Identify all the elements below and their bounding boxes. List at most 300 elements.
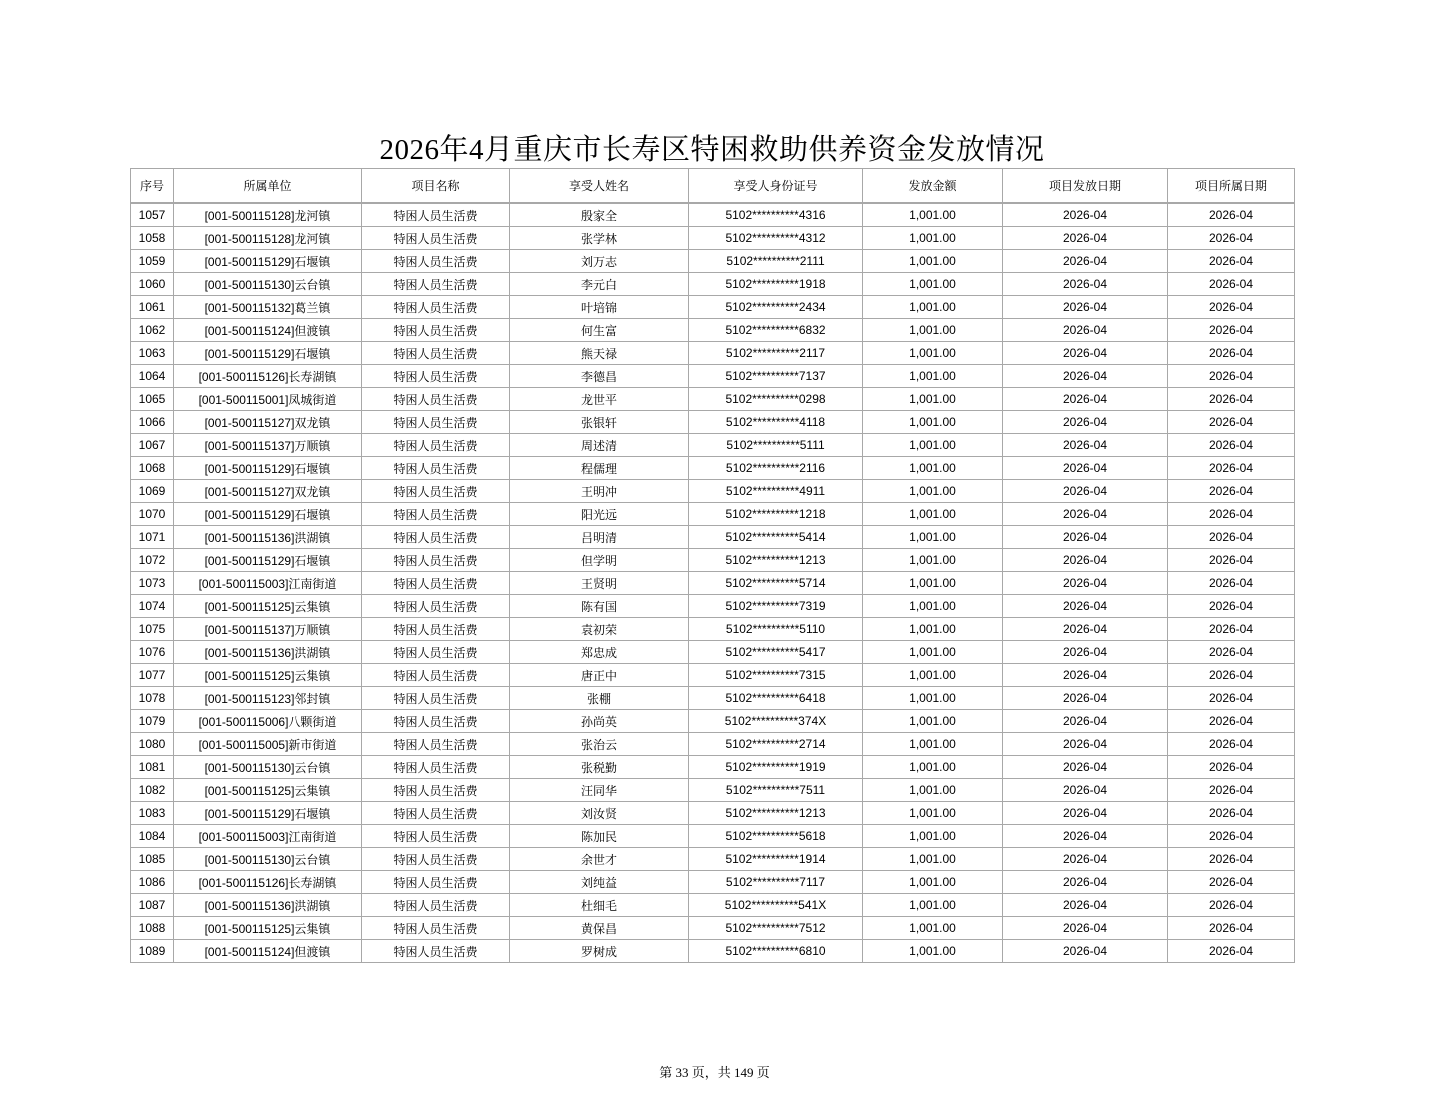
cell-col-id: 5102**********7315 (689, 664, 863, 687)
cell-col-period: 2026-04 (1168, 733, 1295, 756)
cell-col-unit: [001-500115130]云台镇 (174, 848, 362, 871)
table-row (131, 411, 1295, 434)
cell-col-id: 5102**********1213 (689, 802, 863, 825)
table-row (131, 825, 1295, 848)
cell-col-seq: 1064 (131, 365, 174, 388)
cell-col-name: 袁初荣 (510, 618, 689, 641)
cell-col-seq: 1063 (131, 342, 174, 365)
cell-col-id: 5102**********7512 (689, 917, 863, 940)
cell-col-unit: [001-500115128]龙河镇 (174, 203, 362, 227)
cell-col-period: 2026-04 (1168, 203, 1295, 227)
table-row (131, 319, 1295, 342)
cell-col-id: 5102**********1918 (689, 273, 863, 296)
cell-col-project: 特困人员生活费 (362, 526, 510, 549)
footer-prefix: 第 (659, 1065, 673, 1080)
cell-col-seq: 1076 (131, 641, 174, 664)
table-row (131, 526, 1295, 549)
page-footer (0, 1062, 1429, 1081)
cell-col-name: 程儒理 (510, 457, 689, 480)
cell-col-id: 5102**********0298 (689, 388, 863, 411)
table-row (131, 342, 1295, 365)
cell-col-id: 5102**********7511 (689, 779, 863, 802)
cell-col-issue-date: 2026-04 (1003, 894, 1168, 917)
cell-col-project: 特困人员生活费 (362, 549, 510, 572)
header-col-unit: 所属单位 (174, 169, 362, 204)
cell-col-id: 5102**********1218 (689, 503, 863, 526)
cell-col-project: 特困人员生活费 (362, 733, 510, 756)
cell-col-project: 特困人员生活费 (362, 572, 510, 595)
cell-col-id: 5102**********5414 (689, 526, 863, 549)
cell-col-project: 特困人员生活费 (362, 457, 510, 480)
footer-current-page: 33 (675, 1065, 689, 1080)
cell-col-id: 5102**********2117 (689, 342, 863, 365)
cell-col-seq: 1080 (131, 733, 174, 756)
cell-col-amount: 1,001.00 (863, 342, 1003, 365)
cell-col-id: 5102**********1213 (689, 549, 863, 572)
cell-col-period: 2026-04 (1168, 227, 1295, 250)
cell-col-id: 5102**********5618 (689, 825, 863, 848)
cell-col-name: 吕明清 (510, 526, 689, 549)
cell-col-seq: 1088 (131, 917, 174, 940)
cell-col-name: 叶培锦 (510, 296, 689, 319)
cell-col-issue-date: 2026-04 (1003, 595, 1168, 618)
cell-col-project: 特困人员生活费 (362, 664, 510, 687)
cell-col-unit: [001-500115124]但渡镇 (174, 940, 362, 963)
cell-col-amount: 1,001.00 (863, 411, 1003, 434)
table-row (131, 457, 1295, 480)
table-row (131, 273, 1295, 296)
cell-col-id: 5102**********2714 (689, 733, 863, 756)
cell-col-period: 2026-04 (1168, 779, 1295, 802)
cell-col-seq: 1083 (131, 802, 174, 825)
cell-col-project: 特困人员生活费 (362, 871, 510, 894)
cell-col-name: 郑忠成 (510, 641, 689, 664)
cell-col-unit: [001-500115127]双龙镇 (174, 480, 362, 503)
cell-col-name: 杜细毛 (510, 894, 689, 917)
cell-col-issue-date: 2026-04 (1003, 664, 1168, 687)
cell-col-amount: 1,001.00 (863, 756, 1003, 779)
page-title: 2026年4月重庆市长寿区特困救助供养资金发放情况 (379, 134, 1045, 166)
cell-col-name: 但学明 (510, 549, 689, 572)
cell-col-issue-date: 2026-04 (1003, 365, 1168, 388)
table-row (131, 618, 1295, 641)
cell-col-project: 特困人员生活费 (362, 687, 510, 710)
cell-col-name: 殷家全 (510, 203, 689, 227)
cell-col-seq: 1086 (131, 871, 174, 894)
cell-col-period: 2026-04 (1168, 687, 1295, 710)
table-header (131, 169, 1295, 204)
cell-col-amount: 1,001.00 (863, 480, 1003, 503)
cell-col-issue-date: 2026-04 (1003, 457, 1168, 480)
cell-col-amount: 1,001.00 (863, 319, 1003, 342)
cell-col-name: 张学林 (510, 227, 689, 250)
cell-col-project: 特困人员生活费 (362, 388, 510, 411)
cell-col-name: 余世才 (510, 848, 689, 871)
cell-col-id: 5102**********2111 (689, 250, 863, 273)
table-body (131, 203, 1295, 963)
footer-suffix: 页 (756, 1065, 770, 1080)
header-col-seq: 序号 (131, 169, 174, 204)
cell-col-unit: [001-500115005]新市街道 (174, 733, 362, 756)
cell-col-amount: 1,001.00 (863, 203, 1003, 227)
cell-col-period: 2026-04 (1168, 388, 1295, 411)
footer-middle: 页，共 (691, 1065, 731, 1080)
header-col-id: 享受人身份证号 (689, 169, 863, 204)
cell-col-period: 2026-04 (1168, 434, 1295, 457)
cell-col-name: 何生富 (510, 319, 689, 342)
cell-col-project: 特困人员生活费 (362, 342, 510, 365)
cell-col-unit: [001-500115123]邻封镇 (174, 687, 362, 710)
table-row (131, 503, 1295, 526)
cell-col-project: 特困人员生活费 (362, 802, 510, 825)
cell-col-issue-date: 2026-04 (1003, 434, 1168, 457)
cell-col-issue-date: 2026-04 (1003, 273, 1168, 296)
cell-col-name: 龙世平 (510, 388, 689, 411)
cell-col-amount: 1,001.00 (863, 549, 1003, 572)
cell-col-unit: [001-500115136]洪湖镇 (174, 641, 362, 664)
table-row (131, 296, 1295, 319)
cell-col-name: 唐正中 (510, 664, 689, 687)
table-row (131, 871, 1295, 894)
cell-col-amount: 1,001.00 (863, 664, 1003, 687)
cell-col-name: 罗树成 (510, 940, 689, 963)
cell-col-name: 孙尚英 (510, 710, 689, 733)
cell-col-project: 特困人员生活费 (362, 480, 510, 503)
cell-col-seq: 1065 (131, 388, 174, 411)
cell-col-amount: 1,001.00 (863, 917, 1003, 940)
cell-col-period: 2026-04 (1168, 480, 1295, 503)
cell-col-amount: 1,001.00 (863, 457, 1003, 480)
cell-col-project: 特困人员生活费 (362, 756, 510, 779)
cell-col-unit: [001-500115137]万顺镇 (174, 434, 362, 457)
cell-col-seq: 1084 (131, 825, 174, 848)
table-row (131, 365, 1295, 388)
cell-col-period: 2026-04 (1168, 871, 1295, 894)
cell-col-name: 熊天禄 (510, 342, 689, 365)
cell-col-issue-date: 2026-04 (1003, 526, 1168, 549)
cell-col-issue-date: 2026-04 (1003, 802, 1168, 825)
table-row (131, 894, 1295, 917)
cell-col-issue-date: 2026-04 (1003, 618, 1168, 641)
cell-col-seq: 1059 (131, 250, 174, 273)
cell-col-amount: 1,001.00 (863, 227, 1003, 250)
cell-col-seq: 1068 (131, 457, 174, 480)
header-col-period: 项目所属日期 (1168, 169, 1295, 204)
disbursement-table (130, 168, 1295, 963)
cell-col-unit: [001-500115127]双龙镇 (174, 411, 362, 434)
cell-col-name: 汪同华 (510, 779, 689, 802)
cell-col-issue-date: 2026-04 (1003, 203, 1168, 227)
cell-col-amount: 1,001.00 (863, 802, 1003, 825)
cell-col-name: 陈有国 (510, 595, 689, 618)
cell-col-project: 特困人员生活费 (362, 595, 510, 618)
cell-col-period: 2026-04 (1168, 917, 1295, 940)
header-col-issue-date: 项目发放日期 (1003, 169, 1168, 204)
cell-col-issue-date: 2026-04 (1003, 917, 1168, 940)
table-row (131, 779, 1295, 802)
table-row (131, 664, 1295, 687)
table-row (131, 848, 1295, 871)
cell-col-project: 特困人员生活费 (362, 273, 510, 296)
cell-col-amount: 1,001.00 (863, 779, 1003, 802)
cell-col-seq: 1087 (131, 894, 174, 917)
cell-col-period: 2026-04 (1168, 756, 1295, 779)
cell-col-period: 2026-04 (1168, 641, 1295, 664)
cell-col-issue-date: 2026-04 (1003, 342, 1168, 365)
cell-col-seq: 1067 (131, 434, 174, 457)
cell-col-unit: [001-500115125]云集镇 (174, 779, 362, 802)
cell-col-project: 特困人员生活费 (362, 710, 510, 733)
cell-col-unit: [001-500115129]石堰镇 (174, 503, 362, 526)
cell-col-project: 特困人员生活费 (362, 894, 510, 917)
cell-col-project: 特困人员生活费 (362, 641, 510, 664)
header-col-name: 享受人姓名 (510, 169, 689, 204)
table-row (131, 641, 1295, 664)
cell-col-seq: 1074 (131, 595, 174, 618)
cell-col-unit: [001-500115126]长寿湖镇 (174, 365, 362, 388)
table-row (131, 572, 1295, 595)
cell-col-unit: [001-500115125]云集镇 (174, 917, 362, 940)
cell-col-period: 2026-04 (1168, 273, 1295, 296)
cell-col-amount: 1,001.00 (863, 940, 1003, 963)
cell-col-unit: [001-500115003]江南街道 (174, 825, 362, 848)
cell-col-amount: 1,001.00 (863, 503, 1003, 526)
header-col-project: 项目名称 (362, 169, 510, 204)
cell-col-period: 2026-04 (1168, 411, 1295, 434)
cell-col-amount: 1,001.00 (863, 618, 1003, 641)
cell-col-issue-date: 2026-04 (1003, 779, 1168, 802)
cell-col-issue-date: 2026-04 (1003, 756, 1168, 779)
cell-col-seq: 1077 (131, 664, 174, 687)
cell-col-period: 2026-04 (1168, 296, 1295, 319)
cell-col-name: 王贤明 (510, 572, 689, 595)
cell-col-unit: [001-500115129]石堰镇 (174, 802, 362, 825)
cell-col-seq: 1079 (131, 710, 174, 733)
cell-col-period: 2026-04 (1168, 549, 1295, 572)
cell-col-name: 张税勤 (510, 756, 689, 779)
cell-col-issue-date: 2026-04 (1003, 940, 1168, 963)
header-col-amount: 发放金额 (863, 169, 1003, 204)
cell-col-seq: 1089 (131, 940, 174, 963)
cell-col-unit: [001-500115006]八颗街道 (174, 710, 362, 733)
cell-col-unit: [001-500115124]但渡镇 (174, 319, 362, 342)
cell-col-amount: 1,001.00 (863, 871, 1003, 894)
cell-col-issue-date: 2026-04 (1003, 641, 1168, 664)
cell-col-id: 5102**********374X (689, 710, 863, 733)
cell-col-id: 5102**********4911 (689, 480, 863, 503)
cell-col-id: 5102**********2434 (689, 296, 863, 319)
cell-col-amount: 1,001.00 (863, 894, 1003, 917)
cell-col-seq: 1071 (131, 526, 174, 549)
cell-col-id: 5102**********6418 (689, 687, 863, 710)
cell-col-unit: [001-500115136]洪湖镇 (174, 526, 362, 549)
cell-col-seq: 1058 (131, 227, 174, 250)
cell-col-unit: [001-500115128]龙河镇 (174, 227, 362, 250)
cell-col-seq: 1072 (131, 549, 174, 572)
cell-col-unit: [001-500115126]长寿湖镇 (174, 871, 362, 894)
cell-col-seq: 1070 (131, 503, 174, 526)
cell-col-unit: [001-500115129]石堰镇 (174, 342, 362, 365)
table-row (131, 940, 1295, 963)
cell-col-project: 特困人员生活费 (362, 779, 510, 802)
cell-col-period: 2026-04 (1168, 618, 1295, 641)
cell-col-id: 5102**********6810 (689, 940, 863, 963)
cell-col-unit: [001-500115132]葛兰镇 (174, 296, 362, 319)
cell-col-name: 张银轩 (510, 411, 689, 434)
table-row (131, 710, 1295, 733)
cell-col-issue-date: 2026-04 (1003, 687, 1168, 710)
cell-col-project: 特困人员生活费 (362, 203, 510, 227)
cell-col-issue-date: 2026-04 (1003, 710, 1168, 733)
cell-col-amount: 1,001.00 (863, 273, 1003, 296)
cell-col-project: 特困人员生活费 (362, 848, 510, 871)
cell-col-id: 5102**********4316 (689, 203, 863, 227)
cell-col-issue-date: 2026-04 (1003, 411, 1168, 434)
cell-col-unit: [001-500115130]云台镇 (174, 273, 362, 296)
cell-col-unit: [001-500115125]云集镇 (174, 664, 362, 687)
cell-col-name: 刘纯益 (510, 871, 689, 894)
cell-col-issue-date: 2026-04 (1003, 227, 1168, 250)
cell-col-seq: 1085 (131, 848, 174, 871)
cell-col-id: 5102**********7117 (689, 871, 863, 894)
table-row (131, 733, 1295, 756)
cell-col-unit: [001-500115136]洪湖镇 (174, 894, 362, 917)
table-row (131, 756, 1295, 779)
cell-col-amount: 1,001.00 (863, 595, 1003, 618)
cell-col-issue-date: 2026-04 (1003, 733, 1168, 756)
cell-col-project: 特困人员生活费 (362, 250, 510, 273)
table-row (131, 549, 1295, 572)
cell-col-period: 2026-04 (1168, 802, 1295, 825)
cell-col-period: 2026-04 (1168, 940, 1295, 963)
cell-col-id: 5102**********5714 (689, 572, 863, 595)
table-row (131, 802, 1295, 825)
cell-col-period: 2026-04 (1168, 250, 1295, 273)
cell-col-id: 5102**********5417 (689, 641, 863, 664)
cell-col-period: 2026-04 (1168, 365, 1295, 388)
cell-col-project: 特困人员生活费 (362, 296, 510, 319)
cell-col-seq: 1066 (131, 411, 174, 434)
cell-col-name: 黄保昌 (510, 917, 689, 940)
cell-col-issue-date: 2026-04 (1003, 319, 1168, 342)
cell-col-name: 阳光远 (510, 503, 689, 526)
table-row (131, 595, 1295, 618)
cell-col-issue-date: 2026-04 (1003, 480, 1168, 503)
cell-col-seq: 1073 (131, 572, 174, 595)
cell-col-issue-date: 2026-04 (1003, 825, 1168, 848)
table-row (131, 480, 1295, 503)
cell-col-name: 周述清 (510, 434, 689, 457)
cell-col-unit: [001-500115125]云集镇 (174, 595, 362, 618)
cell-col-id: 5102**********7137 (689, 365, 863, 388)
cell-col-period: 2026-04 (1168, 664, 1295, 687)
cell-col-seq: 1082 (131, 779, 174, 802)
cell-col-period: 2026-04 (1168, 457, 1295, 480)
cell-col-issue-date: 2026-04 (1003, 848, 1168, 871)
cell-col-amount: 1,001.00 (863, 365, 1003, 388)
cell-col-id: 5102**********6832 (689, 319, 863, 342)
cell-col-issue-date: 2026-04 (1003, 250, 1168, 273)
cell-col-issue-date: 2026-04 (1003, 296, 1168, 319)
cell-col-name: 王明冲 (510, 480, 689, 503)
cell-col-name: 李德昌 (510, 365, 689, 388)
cell-col-period: 2026-04 (1168, 503, 1295, 526)
cell-col-project: 特困人员生活费 (362, 411, 510, 434)
cell-col-project: 特困人员生活费 (362, 940, 510, 963)
cell-col-unit: [001-500115129]石堰镇 (174, 250, 362, 273)
cell-col-amount: 1,001.00 (863, 250, 1003, 273)
table-row (131, 250, 1295, 273)
cell-col-unit: [001-500115003]江南街道 (174, 572, 362, 595)
cell-col-project: 特困人员生活费 (362, 503, 510, 526)
cell-col-id: 5102**********541X (689, 894, 863, 917)
cell-col-seq: 1069 (131, 480, 174, 503)
table-row (131, 388, 1295, 411)
table-row (131, 917, 1295, 940)
cell-col-name: 刘汝贤 (510, 802, 689, 825)
cell-col-name: 张治云 (510, 733, 689, 756)
cell-col-project: 特困人员生活费 (362, 917, 510, 940)
table-row (131, 687, 1295, 710)
cell-col-project: 特困人员生活费 (362, 825, 510, 848)
cell-col-seq: 1057 (131, 203, 174, 227)
cell-col-period: 2026-04 (1168, 848, 1295, 871)
cell-col-amount: 1,001.00 (863, 848, 1003, 871)
cell-col-id: 5102**********7319 (689, 595, 863, 618)
cell-col-amount: 1,001.00 (863, 572, 1003, 595)
cell-col-period: 2026-04 (1168, 894, 1295, 917)
cell-col-id: 5102**********5110 (689, 618, 863, 641)
header-row (131, 169, 1295, 204)
cell-col-seq: 1061 (131, 296, 174, 319)
cell-col-issue-date: 2026-04 (1003, 388, 1168, 411)
cell-col-period: 2026-04 (1168, 319, 1295, 342)
cell-col-id: 5102**********5111 (689, 434, 863, 457)
table-row (131, 227, 1295, 250)
cell-col-period: 2026-04 (1168, 595, 1295, 618)
cell-col-seq: 1078 (131, 687, 174, 710)
cell-col-amount: 1,001.00 (863, 296, 1003, 319)
cell-col-period: 2026-04 (1168, 526, 1295, 549)
cell-col-unit: [001-500115001]凤城街道 (174, 388, 362, 411)
cell-col-issue-date: 2026-04 (1003, 549, 1168, 572)
table-row (131, 434, 1295, 457)
cell-col-unit: [001-500115130]云台镇 (174, 756, 362, 779)
cell-col-id: 5102**********2116 (689, 457, 863, 480)
cell-col-id: 5102**********1919 (689, 756, 863, 779)
cell-col-seq: 1075 (131, 618, 174, 641)
cell-col-seq: 1062 (131, 319, 174, 342)
cell-col-name: 陈加民 (510, 825, 689, 848)
cell-col-issue-date: 2026-04 (1003, 503, 1168, 526)
cell-col-amount: 1,001.00 (863, 388, 1003, 411)
cell-col-name: 张棚 (510, 687, 689, 710)
cell-col-name: 李元白 (510, 273, 689, 296)
cell-col-period: 2026-04 (1168, 825, 1295, 848)
cell-col-issue-date: 2026-04 (1003, 572, 1168, 595)
cell-col-seq: 1060 (131, 273, 174, 296)
cell-col-id: 5102**********4118 (689, 411, 863, 434)
cell-col-unit: [001-500115129]石堰镇 (174, 549, 362, 572)
cell-col-amount: 1,001.00 (863, 641, 1003, 664)
cell-col-issue-date: 2026-04 (1003, 871, 1168, 894)
cell-col-name: 刘万志 (510, 250, 689, 273)
cell-col-id: 5102**********1914 (689, 848, 863, 871)
cell-col-project: 特困人员生活费 (362, 618, 510, 641)
cell-col-amount: 1,001.00 (863, 434, 1003, 457)
cell-col-amount: 1,001.00 (863, 710, 1003, 733)
cell-col-period: 2026-04 (1168, 342, 1295, 365)
